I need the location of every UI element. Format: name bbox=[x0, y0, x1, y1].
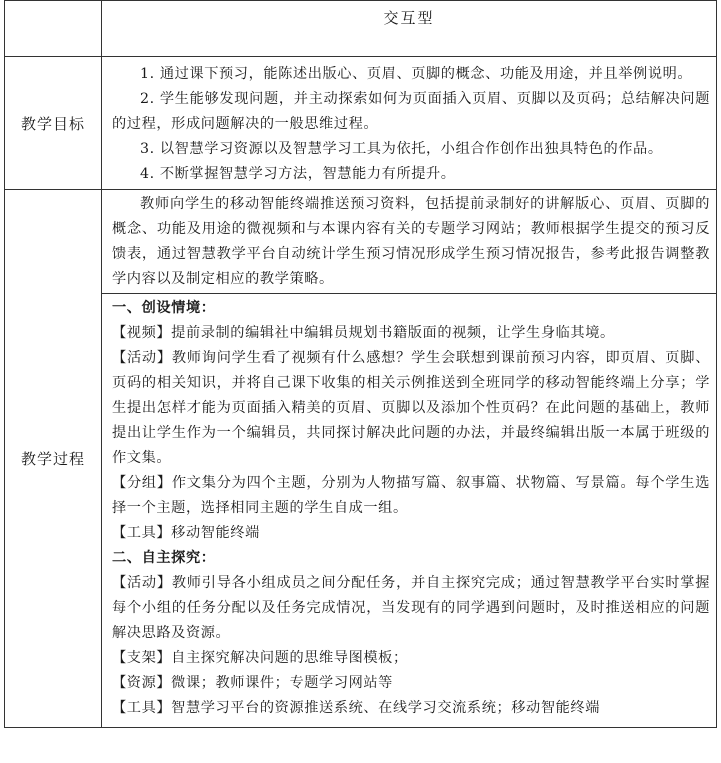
tool-text: 移动智能终端 bbox=[171, 525, 260, 541]
lesson-plan-table bbox=[4, 0, 717, 728]
tool-text: 智慧学习平台的资源推送系统、在线学习交流系统；移动智能终端 bbox=[171, 700, 600, 716]
type-label: 交互型 bbox=[383, 9, 435, 27]
group-item bbox=[112, 471, 710, 521]
support-tag: 【支架】 bbox=[112, 650, 172, 666]
objectives-cell bbox=[102, 57, 717, 190]
tool-item bbox=[112, 521, 710, 546]
support-item bbox=[112, 646, 710, 671]
resource-tag: 【资源】 bbox=[112, 675, 172, 691]
tool-tag: 【工具】 bbox=[112, 700, 172, 716]
group-tag: 【分组】 bbox=[112, 475, 172, 491]
objective-item: 2. 学生能够发现问题，并主动探索如何为页面插入页眉、页脚以及页码；总结解决问题的过程，形成问题解决的一般思维过程。 bbox=[112, 91, 710, 132]
preview-cell bbox=[102, 190, 717, 294]
activity-item bbox=[112, 346, 710, 471]
group-text: 作文集分为四个主题，分别为人物描写篇、叙事篇、状物篇、写景篇。每个学生选择一个主题，选择相同主题的学生自成一组。 bbox=[112, 475, 710, 516]
preview-text: 教师向学生的移动智能终端推送预习资料，包括提前录制好的讲解版心、页眉、页脚的概念、功能及用途的微视频和与本课内容有关的专题学习网站；教师根据学生提交的预习反馈表，通过智慧教学平台自动统计学生预习情况形成学生预习情况报告，参考此报告调整教学内容以及制定相应的教学策略。 bbox=[112, 196, 710, 287]
tool-item bbox=[112, 696, 710, 721]
section-heading: 一、创设情境： bbox=[112, 300, 216, 316]
tool-tag: 【工具】 bbox=[112, 525, 172, 541]
header-blank-cell bbox=[5, 1, 102, 57]
section-heading: 二、自主探究： bbox=[112, 550, 216, 566]
support-text: 自主探究解决问题的思维导图模板； bbox=[171, 650, 408, 666]
header-row bbox=[5, 1, 717, 57]
process-label: 教学过程 bbox=[20, 450, 85, 468]
objective-item: 1. 通过课下预习，能陈述出版心、页眉、页脚的概念、功能及用途，并且举例说明。 bbox=[140, 66, 693, 82]
activity-tag: 【活动】 bbox=[112, 575, 172, 591]
activity-text: 教师引导各小组成员之间分配任务，并自主探究完成；通过智慧教学平台实时掌握每个小组的任务分配以及任务完成情况，当发现有的同学遇到问题时，及时推送相应的问题解决思路及资源。 bbox=[112, 575, 710, 641]
process-label-cell bbox=[5, 190, 102, 728]
objective-item: 4. 不断掌握智慧学习方法，智慧能力有所提升。 bbox=[140, 166, 456, 182]
resource-item bbox=[112, 671, 710, 696]
objective-item: 3. 以智慧学习资源以及智慧学习工具为依托，小组合作创作出独具特色的作品。 bbox=[140, 141, 663, 157]
objectives-label: 教学目标 bbox=[20, 114, 85, 133]
resource-text: 微课；教师课件；专题学习网站等 bbox=[171, 675, 393, 691]
activity-tag: 【活动】 bbox=[112, 350, 172, 366]
video-text: 提前录制的编辑社中编辑员规划书籍版面的视频，让学生身临其境。 bbox=[171, 325, 615, 341]
activity-text: 教师询问学生看了视频有什么感想？学生会联想到课前预习内容，即页眉、页脚、页码的相关知识，并将自己课下收集的相关示例推送到全班同学的移动智能终端上分享；学生提出怎样才能为页面插入精美的页眉、页脚以及添加个性页码？在此问题的基础上，教师提出让学生作为一个编辑员，共同探讨解决此问题的办法，并最终编辑出版一本属于班级的作文集。 bbox=[112, 350, 710, 466]
preview-row bbox=[5, 190, 717, 294]
video-tag: 【视频】 bbox=[112, 325, 172, 341]
procedure-cell bbox=[102, 294, 717, 728]
type-cell bbox=[102, 1, 717, 57]
activity-item bbox=[112, 571, 710, 646]
objectives-label-cell bbox=[5, 57, 102, 190]
procedure-row bbox=[5, 294, 717, 728]
objectives-row bbox=[5, 57, 717, 190]
video-item bbox=[112, 321, 710, 346]
